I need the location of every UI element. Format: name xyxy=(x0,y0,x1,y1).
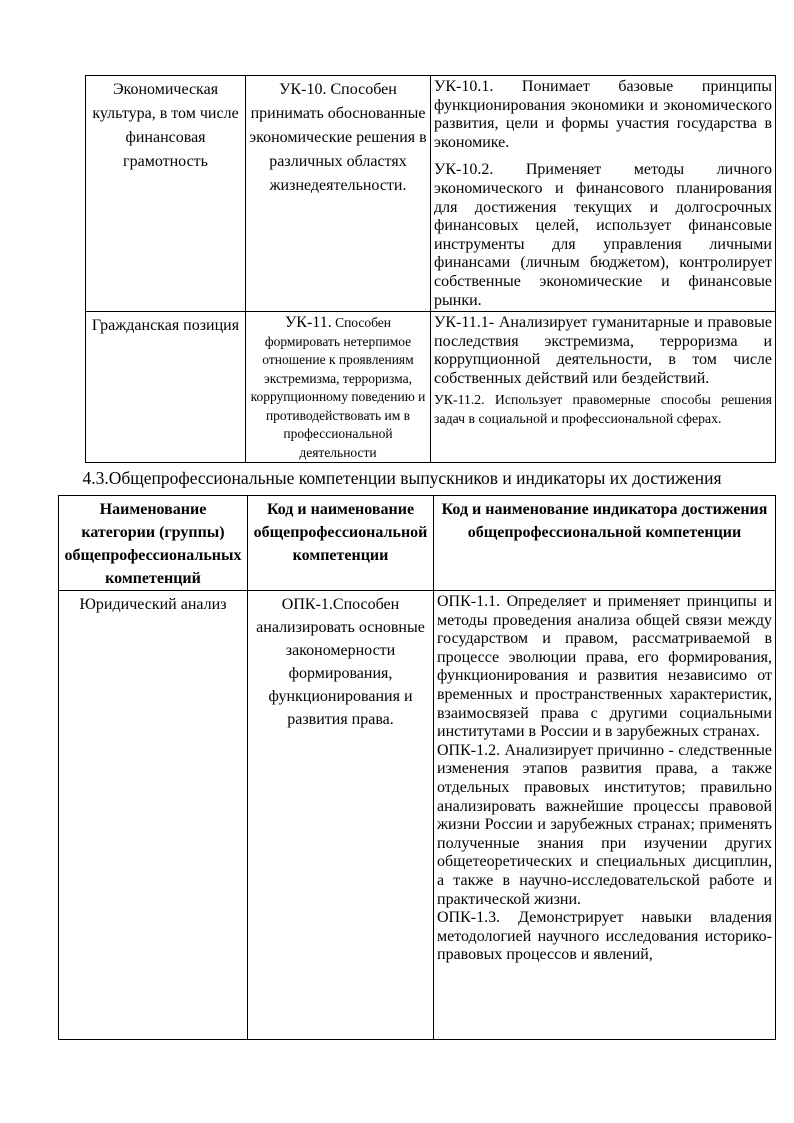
table-header-row xyxy=(59,496,776,591)
indicator-paragraph: ОПК-1.1. Определяет и применяет принципы и методы проведения анализа общей связи между государством и правом, рассматриваемой в процессе эволюции права, его формирования, функционирования и развития независимо от временных и пространственных характеристик, взаимосвязей права с другими социальными институтами в России и в зарубежных странах. xyxy=(437,593,772,741)
competence-cell: ОПК-1.Способен анализировать основные закономерности формирования, функционирования и развития права. xyxy=(248,591,434,1040)
competence-code: УК-11. xyxy=(284,314,332,331)
indicator-paragraph: УК-10.1. Понимает базовые принципы функционирования экономики и экономического развития, цели и формы участия государства в экономике. xyxy=(434,78,772,151)
indicator-paragraph: ОПК-1.2. Анализирует причинно - следственные изменения этапов развития права, а также отдельных правовых институтов; правильно анализировать важнейшие процессы правовой жизни России и зарубежных странах; применять полученные знания при изучении других общетеоретических и специальных дисциплин, а также в научно-исследовательской работе и практической жизни. xyxy=(437,741,772,908)
competence-code: УК-10. xyxy=(279,81,327,98)
indicator-paragraph: УК-10.2. Применяет методы личного экономического и финансового планирования для достижения текущих и долгосрочных финансовых целей, использует финансовые инструменты для управления личными финансами (личным бюджетом), контролирует собственные экономические и финансовые рынки. xyxy=(434,161,772,309)
category-cell: Экономическая культура, в том числе финансовая грамотность xyxy=(86,76,246,312)
universal-competencies-table xyxy=(85,75,776,463)
header-competence: Код и наименование общепрофессиональной компетенции xyxy=(248,496,434,591)
header-indicator: Код и наименование индикатора достижения общепрофессиональной компетенции xyxy=(434,496,776,591)
indicator-cell xyxy=(431,76,776,312)
competence-text: Способен принимать обоснованные экономические решения в различных областях жизнедеятельности. xyxy=(249,81,427,194)
indicator-paragraph: УК-11.2. Использует правомерные способы решения задач в социальной и профессиональной сферах. xyxy=(434,392,772,426)
general-professional-competencies-table xyxy=(58,495,776,1040)
competence-cell xyxy=(246,76,431,312)
header-category: Наименование категории (группы) общепрофессиональных компетенций xyxy=(59,496,248,591)
table-row-uk11 xyxy=(86,312,776,463)
indicator-cell xyxy=(431,312,776,463)
indicator-paragraph: ОПК-1.3. Демонстрирует навыки владения методологией научного исследования историко-правовых процессов и явлений, xyxy=(437,909,772,964)
indicator-cell xyxy=(434,591,776,1040)
competence-cell xyxy=(246,312,431,463)
section-heading: 4.3.Общепрофессиональные компетенции выпускников и индикаторы их достижения xyxy=(82,468,722,488)
category-cell: Юридический анализ xyxy=(59,591,248,1040)
competence-text: Способен формировать нетерпимое отношение к проявлениям экстремизма, терроризма, коррупционному поведению и противодействовать им в профессиональной деятельности xyxy=(250,315,426,460)
category-cell: Гражданская позиция xyxy=(86,312,246,463)
table-row-uk10 xyxy=(86,76,776,312)
table-row-opk1 xyxy=(59,591,776,1040)
indicator-paragraph: УК-11.1- Анализирует гуманитарные и правовые последствия экстремизма, терроризма и коррупционной деятельности, в том числе собственных действий или бездействий. xyxy=(434,314,772,387)
